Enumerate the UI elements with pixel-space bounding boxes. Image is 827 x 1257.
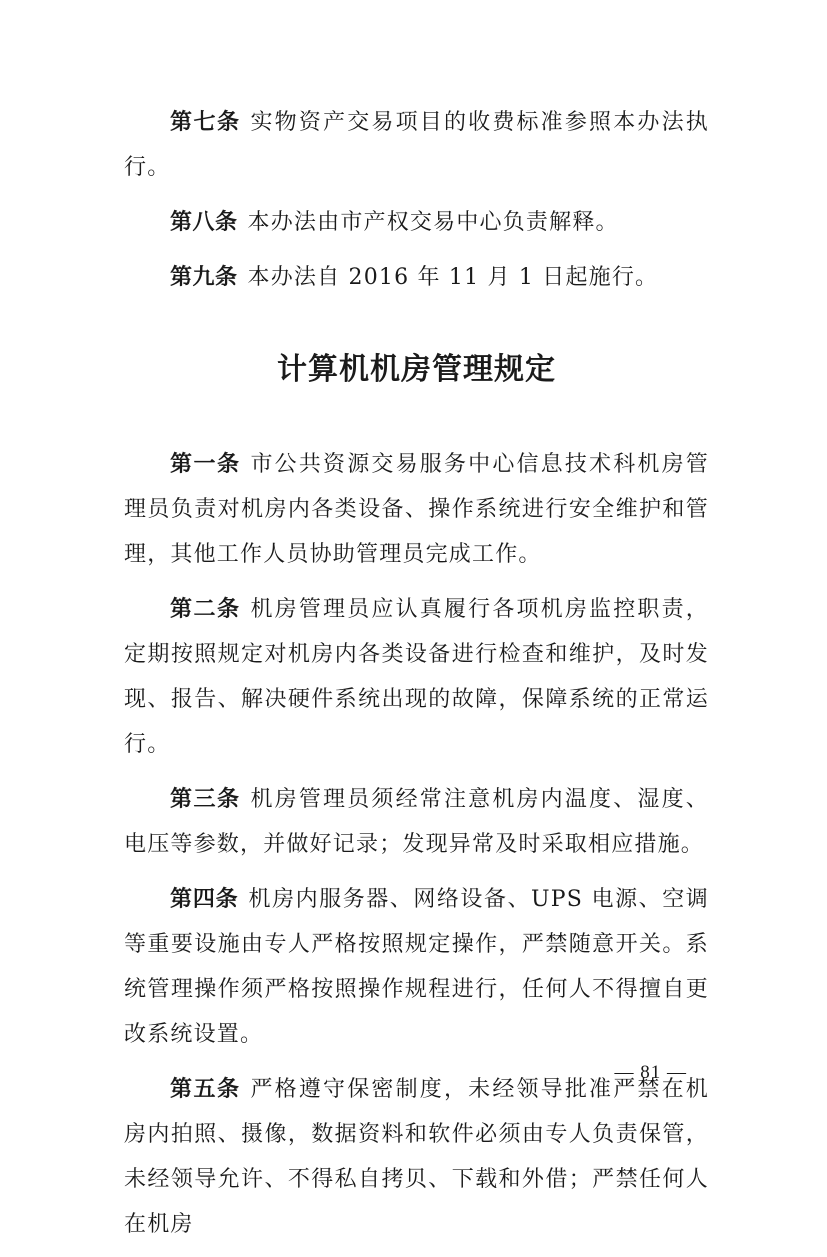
article-label: 第八条 [170, 210, 238, 235]
article-text: 实物资产交易项目的收费标准参照本办法执行。 [124, 110, 709, 180]
article-text: 机房内服务器、网络设备、UPS 电源、空调等重要设施由专人严格按照规定操作，严禁随意开关。系统管理操作须严格按照操作规程进行，任何人不得擅自更改系统设置。 [124, 887, 709, 1047]
article-label: 第七条 [170, 110, 241, 135]
section-title: 计算机机房管理规定 [277, 352, 556, 387]
article-text: 机房管理员应认真履行各项机房监控职责，定期按照规定对机房内各类设备进行检查和维护，及时发现、报告、解决硬件系统出现的故障，保障系统的正常运行。 [124, 597, 709, 757]
section-article-1 [124, 442, 709, 577]
article-label: 第四条 [170, 887, 239, 912]
article-label: 第五条 [170, 1077, 241, 1102]
article-label: 第二条 [170, 597, 241, 622]
article-label: 第一条 [170, 452, 241, 477]
article-text: 本办法自 2016 年 11 月 1 日起施行。 [247, 265, 659, 290]
article-7 [124, 100, 709, 190]
section-article-3 [124, 777, 709, 867]
article-text: 严格遵守保密制度，未经领导批准严禁在机房内拍照、摄像，数据资料和软件必须由专人负责保管，未经领导允许、不得私自拷贝、下载和外借；严禁任何人在机房 [124, 1077, 709, 1237]
article-text: 机房管理员须经常注意机房内温度、湿度、电压等参数，并做好记录；发现异常及时采取相应措施。 [124, 787, 709, 857]
article-label: 第九条 [170, 265, 238, 290]
page-number: — 81 — [614, 1062, 687, 1083]
article-label: 第三条 [170, 787, 241, 812]
article-text: 本办法由市产权交易中心负责解释。 [247, 210, 619, 235]
section-article-5 [124, 1067, 709, 1247]
article-8 [124, 200, 709, 245]
section-article-4 [124, 877, 709, 1057]
article-text: 市公共资源交易服务中心信息技术科机房管理员负责对机房内各类设备、操作系统进行安全维护和管理，其他工作人员协助管理员完成工作。 [124, 452, 709, 567]
article-9 [124, 255, 709, 300]
section-article-2 [124, 587, 709, 767]
